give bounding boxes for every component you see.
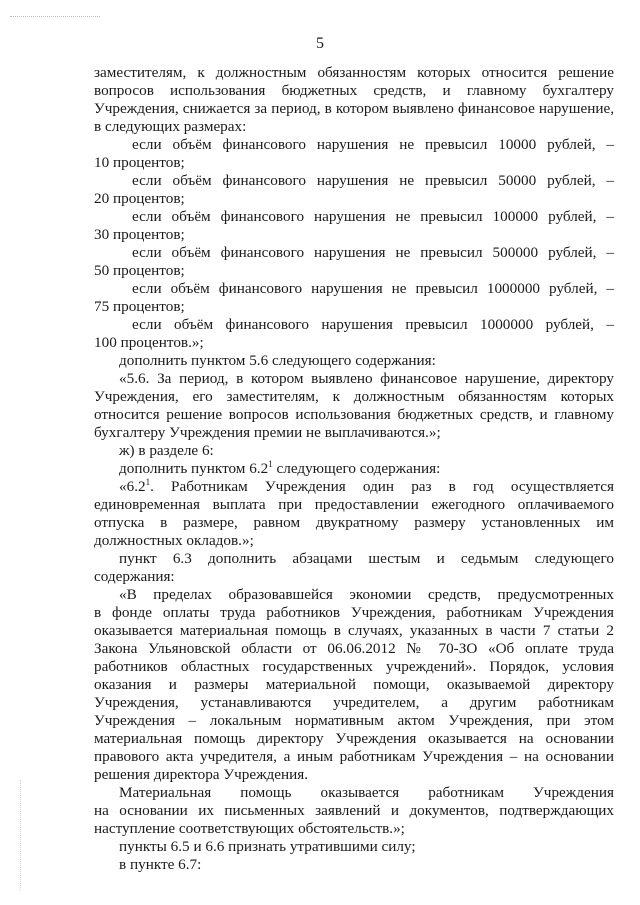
list-item-line: если объём финансового нарушения не превысил 50000 рублей, – <box>132 172 614 189</box>
text-line: Материальная помощь оказывается работникам Учреждения <box>119 784 614 801</box>
text-line: оказывается материальная помощь в случаях, указанных в части 7 статьи 2 <box>94 622 614 639</box>
text-line: Учреждения, его заместителям, к должностным обязанностям которых <box>94 388 614 405</box>
text-line: Учреждения, устанавливаются учредителем, а другим работникам <box>94 694 614 711</box>
text-line: Учреждения – локальным нормативным актом Учреждения, при этом <box>94 712 614 729</box>
text-line: наступление соответствующих обстоятельств.»; <box>94 820 405 837</box>
text-line: правового акта учредителя, а иным работникам Учреждения – на основании <box>94 748 614 765</box>
text-line: в пункте 6.7: <box>119 856 202 873</box>
text-line: вопросов использования бюджетных средств, и главному бухгалтеру <box>94 82 614 99</box>
text-line: на основании их письменных заявлений и документов, подтверждающих <box>94 802 614 819</box>
list-item-line: если объём финансового нарушения не превысил 1000000 рублей, – <box>132 280 614 297</box>
text-line: относится решение вопросов использования бюджетных средств, и главному <box>94 406 614 423</box>
document-body <box>94 64 614 874</box>
text-fragment: . Работникам Учреждения один раз в год осуществляется <box>150 478 614 495</box>
text-line: в следующих размерах: <box>94 118 247 135</box>
list-item-line: 50 процентов; <box>94 262 185 279</box>
text-line: пункт 6.3 дополнить абзацами шестым и седьмым следующего <box>119 550 614 567</box>
superscript: 1 <box>145 477 151 487</box>
text-line <box>94 460 614 478</box>
text-fragment: «6.2 <box>119 478 146 495</box>
text-line: материальная помощь директору Учреждения оказывается на основании <box>94 730 614 747</box>
text-line: Закона Ульяновской области от 06.06.2012 № 70-ЗО «Об оплате труда <box>94 640 614 657</box>
text-line: оказания и размеры материальной помощи, оказываемой директору <box>94 676 614 693</box>
list-item-line: 10 процентов; <box>94 154 185 171</box>
text-line: Учреждения, снижается за период, в котором выявлено финансовое нарушение, <box>94 100 614 117</box>
text-line: пункты 6.5 и 6.6 признать утратившими силу; <box>119 838 416 855</box>
text-line: должностных окладов.»; <box>94 532 254 549</box>
text-line: отпуска в размере, равном двукратному размеру установленных им <box>94 514 614 531</box>
scan-artifact-left <box>20 780 22 890</box>
text-line: дополнить пунктом 5.6 следующего содержания: <box>119 352 436 369</box>
text-line <box>94 478 614 496</box>
list-item-line: если объём финансового нарушения не превысил 500000 рублей, – <box>132 244 614 261</box>
text-fragment <box>119 478 150 495</box>
text-line: бухгалтеру Учреждения премии не выплачиваются.»; <box>94 424 441 441</box>
text-line: содержания: <box>94 568 175 585</box>
list-item-line: если объём финансового нарушения не превысил 100000 рублей, – <box>132 208 614 225</box>
superscript: 1 <box>268 459 273 469</box>
list-item-line: если объём финансового нарушения превысил 1000000 рублей, – <box>132 316 614 333</box>
list-item-line: 30 процентов; <box>94 226 185 243</box>
text-line: единовременная выплата при предоставлении ежегодного оплачиваемого <box>94 496 614 513</box>
text-fragment: дополнить пунктом 6.2 <box>119 460 269 477</box>
text-line: ж) в разделе 6: <box>119 442 214 459</box>
list-item-line: 20 процентов; <box>94 190 185 207</box>
list-item-line: 75 процентов; <box>94 298 185 315</box>
text-line: заместителям, к должностным обязанностям которых относится решение <box>94 64 614 81</box>
text-line: «5.6. За период, в котором выявлено финансовое нарушение, директору <box>119 370 614 387</box>
list-item-line: если объём финансового нарушения не превысил 10000 рублей, – <box>132 136 614 153</box>
text-line: работников областных государственных учреждений». Порядок, условия <box>94 658 614 675</box>
list-item-line: 100 процентов.»; <box>94 334 204 351</box>
text-line: в фонде оплаты труда работников Учреждения, работникам Учреждения <box>94 604 614 621</box>
text-line: «В пределах образовавшейся экономии средств, предусмотренных <box>119 586 614 603</box>
text-line: решения директора Учреждения. <box>94 766 309 783</box>
text-fragment: следующего содержания: <box>272 460 441 477</box>
page-number: 5 <box>316 35 324 52</box>
scan-artifact-top <box>10 16 100 18</box>
